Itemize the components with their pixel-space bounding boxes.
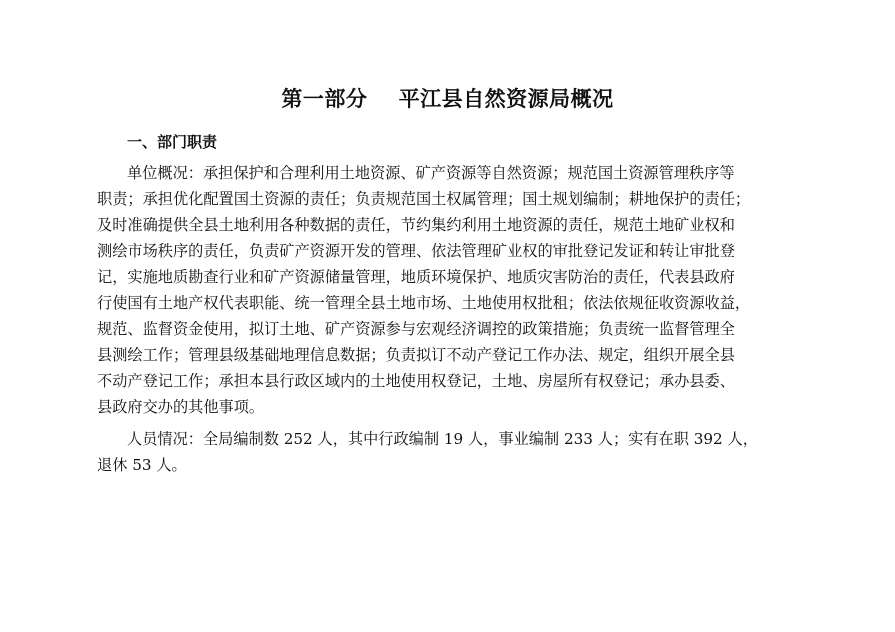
paragraph-line: 人员情况：全局编制数 252 人，其中行政编制 19 人，事业编制 233 人；实有在职 392 人， [127, 430, 758, 448]
paragraph-line: 行使国有土地产权代表职能、统一管理全县土地市场、土地使用权批租；依法依规征收资源收益， [97, 294, 751, 312]
paragraph-line: 测绘市场秩序的责任，负责矿产资源开发的管理、依法管理矿业权的审批登记发证和转让审批登 [97, 242, 735, 260]
paragraph-line: 退休 53 人。 [97, 456, 187, 474]
paragraph-line: 记，实施地质勘查行业和矿产资源储量管理，地质环境保护、地质灾害防治的责任，代表县政府 [97, 268, 735, 286]
paragraph-line: 县政府交办的其他事项。 [97, 398, 265, 416]
paragraph-line: 职责；承担优化配置国土资源的责任；负责规范国土权属管理；国土规划编制；耕地保护的责任； [97, 190, 751, 208]
paragraph-line: 不动产登记工作；承担本县行政区域内的土地使用权登记，土地、房屋所有权登记；承办县委、 [97, 372, 735, 390]
page-title: 第一部分 平江县自然资源局概况 [281, 87, 614, 111]
paragraph-line: 单位概况：承担保护和合理利用土地资源、矿产资源等自然资源；规范国土资源管理秩序等 [127, 164, 735, 182]
section-heading: 一、部门职责 [127, 133, 218, 151]
paragraph-line: 及时准确提供全县土地利用各种数据的责任，节约集约利用土地资源的责任，规范土地矿业权和 [97, 216, 735, 234]
paragraph-line: 县测绘工作；管理县级基础地理信息数据；负责拟订不动产登记工作办法、规定，组织开展全县 [97, 346, 735, 364]
paragraph-line: 规范、监督资金使用，拟订土地、矿产资源参与宏观经济调控的政策措施；负责统一监督管理全 [97, 320, 735, 338]
